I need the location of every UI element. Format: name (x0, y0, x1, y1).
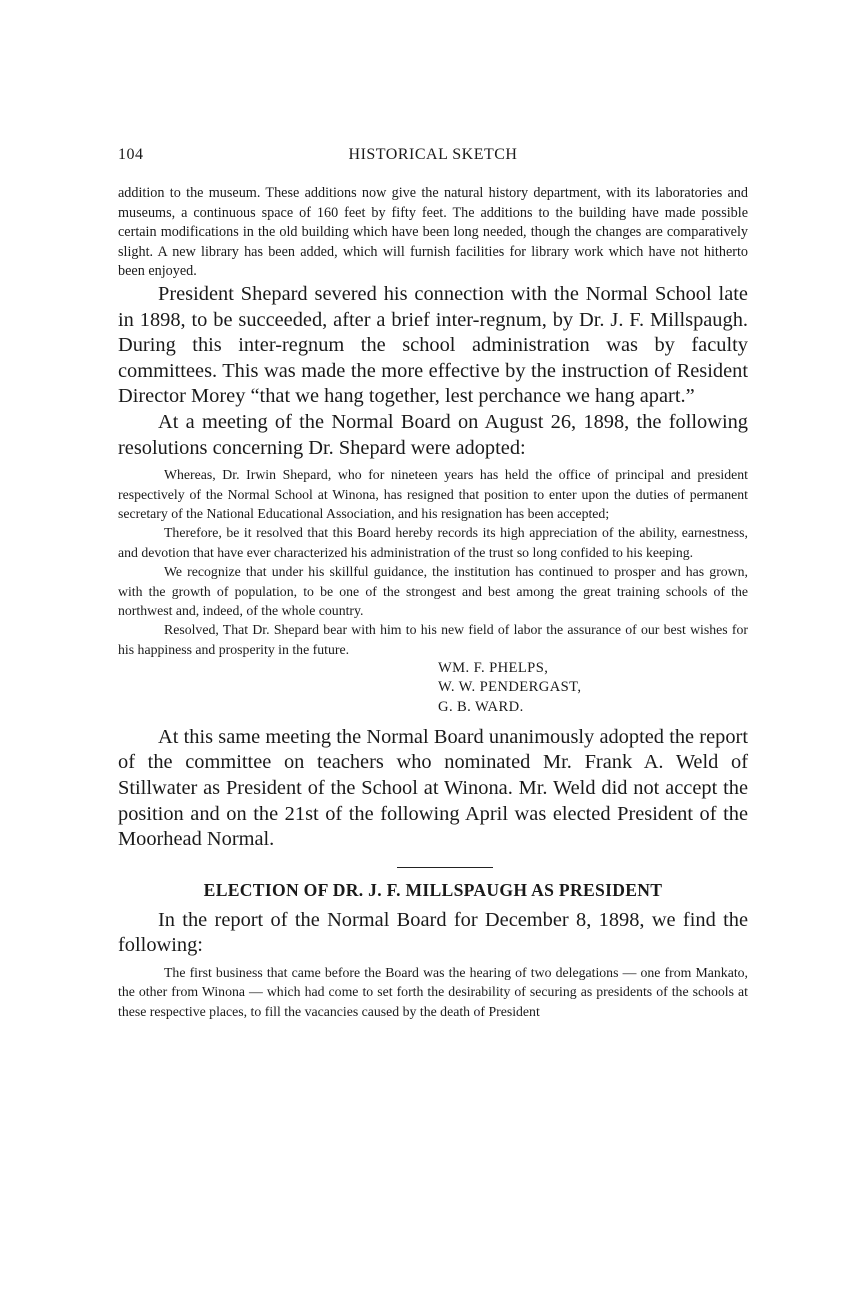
resolution-recognize: We recognize that under his skillful guidance, the institution has continued to prosper and has grown, with the growth of population, to be one of the strongest and best among the great training schools of the northwest and, indeed, of the whole country. (118, 564, 748, 618)
paragraph-museum-additions: addition to the museum. These additions now give the natural history department, with its laboratories and museums, a continuous space of 160 feet by fifty feet. The additions to the building have made possible certain modifications in the old building which have been long needed, though the changes are comparatively slight. A new library has been added, which will furnish facilities for library work which have not hitherto been enjoyed. (118, 185, 748, 280)
running-head: HISTORICAL SKETCH (348, 146, 518, 163)
book-page (118, 146, 748, 1021)
signature-ward: G. B. WARD. (438, 698, 524, 715)
resolution-resolved: Resolved, That Dr. Shepard bear with him to his new field of labor the assurance of our best wishes for his happiness and prosperity in the future. (118, 622, 748, 657)
resolution-whereas: Whereas, Dr. Irwin Shepard, who for nineteen years has held the office of principal and president respectively of the Normal School at Winona, has resigned that position to enter upon the duties of permanent secretary of the National Educational Association, and his resignation has been accepted; (118, 467, 748, 521)
signature-pendergast: W. W. PENDERGAST, (438, 679, 582, 696)
section-heading: ELECTION OF DR. J. F. MILLSPAUGH AS PRESIDENT (203, 879, 663, 900)
page-number: 104 (118, 146, 144, 163)
paragraph-board-report: In the report of the Normal Board for December 8, 1898, we find the following: (118, 908, 748, 957)
resolution-therefore: Therefore, be it resolved that this Board hereby records its high appreciation of the ability, earnestness, and devotion that have ever characterized his administration of the trust so long confided to his keeping. (118, 525, 748, 560)
paragraph-weld-nomination: At this same meeting the Normal Board unanimously adopted the report of the committee on teachers who nominated Mr. Frank A. Weld of Stillwater as President of the School at Winona. Mr. Weld did not accept the position and on the 21st of the following April was elected President of the Moorhead Normal. (118, 725, 748, 851)
paragraph-shepard-severed: President Shepard severed his connection with the Normal School late in 1898, to be succeeded, after a brief inter-regnum, by Dr. J. F. Millspaugh. During this inter-regnum the school administration was by faculty committees. This was made the more effective by the instruction of Resident Director Morey “that we hang together, lest perchance we hang apart.” (118, 282, 748, 408)
quote-first-business: The first business that came before the Board was the hearing of two delegations — one from Mankato, the other from Winona — which had come to set forth the desirability of securing as presidents of the schools at these respective places, to fill the vacancies caused by the death of President (118, 964, 748, 1019)
signature-block (438, 659, 748, 717)
resolutions-block (118, 465, 748, 659)
section-divider (397, 867, 493, 868)
page-header (118, 146, 748, 168)
paragraph-board-meeting: At a meeting of the Normal Board on August 26, 1898, the following resolutions concerning Dr. Shepard were adopted: (118, 410, 748, 459)
signature-phelps: WM. F. PHELPS, (438, 660, 549, 677)
